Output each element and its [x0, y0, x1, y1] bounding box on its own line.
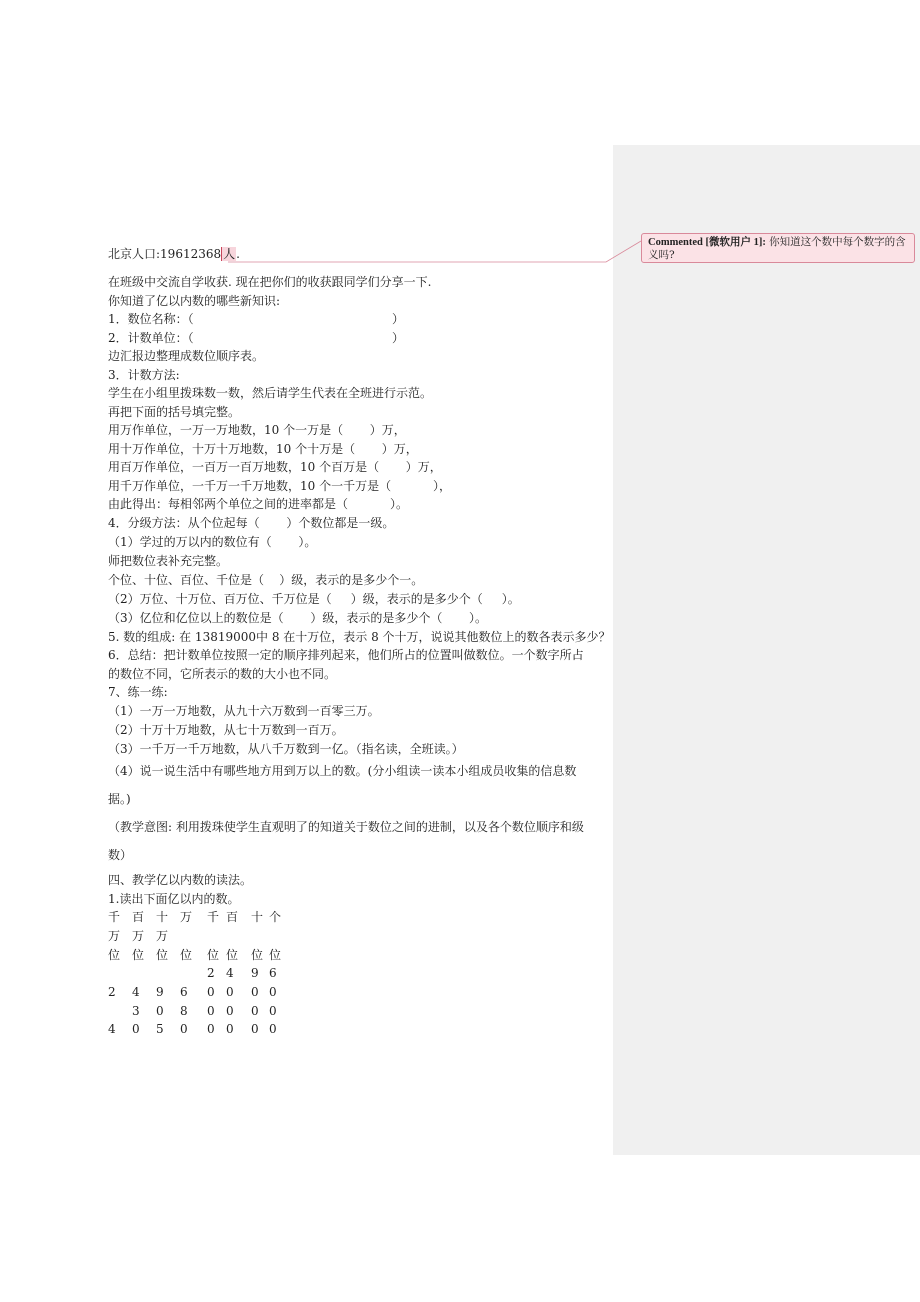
text-line: 4．分级方法：从个位起每（ ）个数位都是一级。	[108, 516, 395, 530]
table-cell: 位	[108, 948, 121, 962]
text-line: （2）万位、十万位、百万位、千万位是（ ）级，表示的是多少个（ ）。	[108, 592, 520, 606]
table-cell: 万	[156, 929, 169, 943]
table-cell: 0	[226, 1004, 234, 1018]
comment-author: Commented [微软用户 1]:	[648, 237, 766, 248]
text-line: （1）一万一万地数，从九十六万数到一百零三万。	[108, 704, 380, 718]
text-line: （教学意图: 利用拨珠使学生直观明了的知道关于数位之间的进制，以及各个数位顺序和级	[108, 820, 584, 834]
table-cell: 0	[226, 1022, 234, 1036]
text-line: 用万作单位，一万一万地数，10 个一万是（ ）万，	[108, 423, 406, 437]
table-cell: 位	[269, 948, 282, 962]
table-cell: 万	[180, 910, 193, 924]
table-cell: 9	[156, 985, 164, 999]
population-end: .	[236, 247, 240, 261]
text-line: （2）十万十万地数，从七十万数到一百万。	[108, 723, 344, 737]
table-cell: 4	[226, 966, 234, 980]
table-cell: 万	[132, 929, 145, 943]
table-cell: 0	[207, 985, 215, 999]
text-line: 用千万作单位，一千万一千万地数，10 个一千万是（ ），	[108, 478, 452, 493]
table-cell: 十	[156, 910, 169, 924]
text-line: 边汇报边整理成数位顺序表。	[108, 349, 265, 363]
text-line: 2．计数单位：（ ）	[108, 330, 404, 345]
table-cell: 万	[108, 929, 121, 943]
population-line	[108, 245, 240, 264]
text-line: 个位、十位、百位、千位是（ ）级，表示的是多少个一。	[108, 573, 424, 587]
text-line: 据。)	[108, 792, 131, 806]
commented-text[interactable]: 人	[223, 247, 236, 261]
text-line: （1）学过的万以内的数位有（ ）。	[108, 535, 317, 549]
text-line: 1.读出下面亿以内的数。	[108, 891, 240, 906]
table-cell: 位	[156, 948, 169, 962]
table-cell: 2	[207, 966, 215, 980]
table-cell: 0	[251, 1004, 259, 1018]
comment-balloon[interactable]	[641, 233, 915, 263]
table-cell: 6	[269, 966, 277, 980]
table-cell: 位	[132, 948, 145, 962]
table-cell: 位	[180, 948, 193, 962]
table-cell: 0	[132, 1022, 140, 1036]
comment-pane	[613, 145, 920, 1155]
table-cell: 千	[207, 910, 220, 924]
text-line: （4）说一说生活中有哪些地方用到万以上的数。(分小组读一读本小组成员收集的信息数	[108, 764, 577, 778]
table-cell: 位	[207, 948, 220, 962]
table-cell: 5	[156, 1022, 164, 1036]
table-cell: 百	[132, 910, 145, 924]
text-line: 3．计数方法:	[108, 367, 180, 382]
table-cell: 4	[108, 1022, 116, 1036]
table-cell: 0	[251, 1022, 259, 1036]
table-cell: 0	[207, 1004, 215, 1018]
text-line: 你知道了亿以内数的哪些新知识:	[108, 293, 281, 308]
table-cell: 0	[207, 1022, 215, 1036]
comment-text: 你知道这个数中每个数字的含义吗?	[648, 236, 906, 261]
text-line: 师把数位表补充完整。	[108, 554, 229, 568]
table-cell: 0	[156, 1004, 164, 1018]
table-cell: 2	[108, 985, 116, 999]
text-line: 由此得出：每相邻两个单位之间的进率都是（ ）。	[108, 497, 408, 511]
text-line: 用十万作单位，十万十万地数，10 个十万是（ ）万，	[108, 441, 418, 456]
text-line: 6．总结：把计数单位按照一定的顺序排列起来，他们所占的位置叫做数位。一个数字所占	[108, 648, 584, 662]
table-cell: 个	[269, 910, 282, 924]
table-cell: 3	[132, 1004, 140, 1018]
table-cell: 0	[269, 1004, 277, 1018]
text-line: 的数位不同，它所表示的数的大小也不同。	[108, 666, 337, 681]
table-cell: 0	[269, 985, 277, 999]
population-label: 北京人口:19612368	[108, 247, 222, 261]
text-line: 四、教学亿以内数的读法。	[108, 873, 253, 887]
table-cell: 6	[180, 985, 188, 999]
table-cell: 0	[226, 985, 234, 999]
text-line: 学生在小组里拨珠数一数，然后请学生代表在全班进行示范。	[108, 386, 433, 400]
text-line: 1．数位名称：（ ）	[108, 312, 404, 326]
text-line: 在班级中交流自学收获. 现在把你们的收获跟同学们分享一下.	[108, 275, 432, 289]
table-cell: 位	[226, 948, 239, 962]
table-cell: 4	[132, 985, 140, 999]
table-cell: 8	[180, 1004, 188, 1018]
table-cell: 9	[251, 966, 259, 980]
text-line: 数）	[108, 848, 133, 862]
text-line: 用百万作单位，一百万一百万地数，10 个百万是（ ）万，	[108, 460, 442, 474]
table-cell: 0	[269, 1022, 277, 1036]
text-line: （3）一千万一千万地数，从八千万数到一亿。（指名读，全班读。）	[108, 742, 464, 756]
table-cell: 百	[226, 910, 239, 924]
table-cell: 千	[108, 910, 121, 924]
table-cell: 十	[251, 910, 264, 924]
text-line: 再把下面的括号填完整。	[108, 404, 241, 419]
text-line: 5. 数的组成: 在 13819000中 8 在十万位，表示 8 个十万，说说其他数位上的数各表示多少？	[108, 629, 611, 644]
table-cell: 0	[251, 985, 259, 999]
text-line: （3）亿位和亿位以上的数位是（ ）级，表示的是多少个（ ）。	[108, 611, 488, 625]
table-cell: 位	[251, 948, 264, 962]
text-line: 7、练一练:	[108, 685, 168, 699]
table-cell: 0	[180, 1022, 188, 1036]
